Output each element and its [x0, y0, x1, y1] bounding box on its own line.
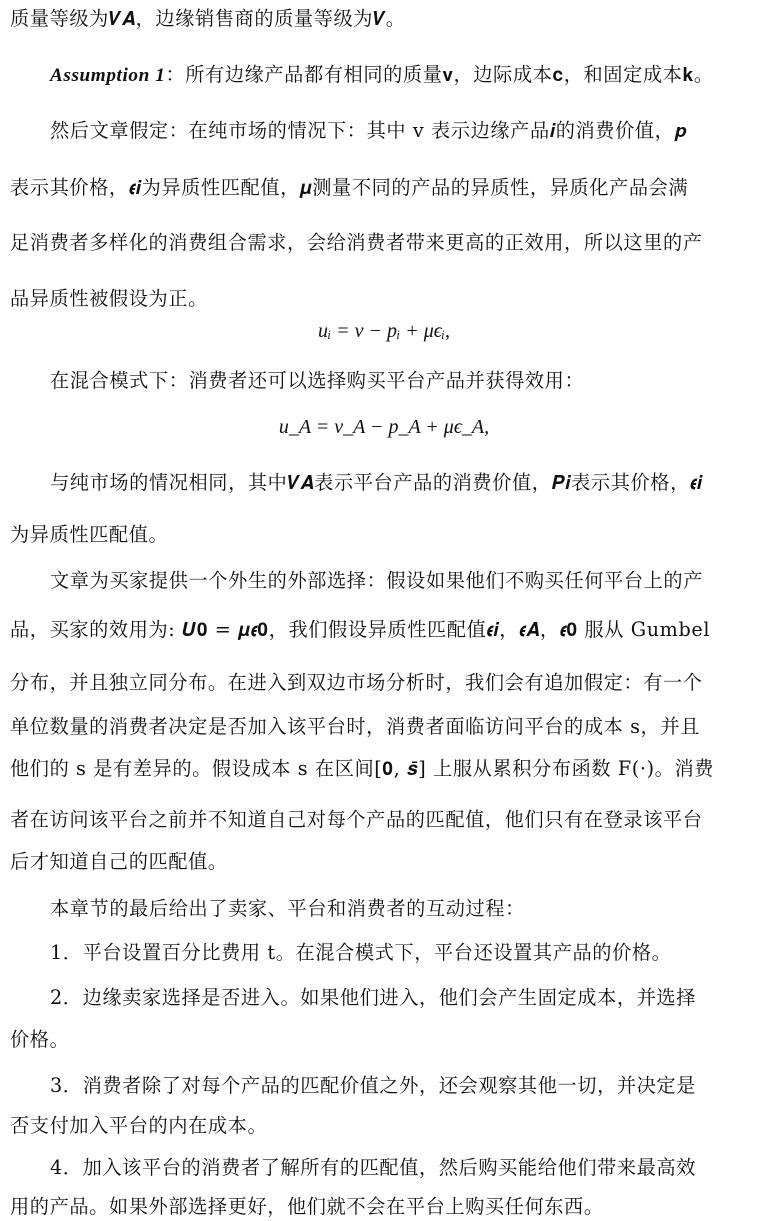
text-line: 在混合模式下：消费者还可以选择购买平台产品并获得效用：: [50, 369, 585, 392]
equation-1: uᵢ = v − pᵢ + μϵᵢ,: [318, 320, 450, 342]
list-item: 2．边缘卖家选择是否进入。如果他们进入，他们会产生固定成本，并选择: [50, 986, 697, 1009]
text-line: 与纯市场的情况相同，其中𝑽𝑨表示平台产品的消费价值，𝑷𝒊表示其价格，𝝐𝒊: [50, 471, 703, 494]
list-item: 4．加入该平台的消费者了解所有的匹配值，然后购买能给他们带来最高效: [50, 1156, 697, 1179]
text-line: 品异质性被假设为正。: [10, 287, 208, 310]
text-line: 品，买家的效用为: 𝑼𝟎 = 𝝁𝝐𝟎，我们假设异质性匹配值𝝐𝒊，𝝐𝑨，𝝐𝟎 服从 Gumbel: [10, 618, 711, 641]
assumption-label: Assumption 1: [50, 65, 166, 86]
text-line: 为异质性匹配值。: [10, 523, 169, 546]
text-line: 后才知道自己的匹配值。: [10, 850, 228, 873]
text-line: 分布，并且独立同分布。在进入到双边市场分析时，我们会有追加假定：有一个: [10, 671, 703, 694]
assumption-line: [50, 62, 758, 89]
assumption-text: ：所有边缘产品都有相同的质量𝐯，边际成本𝐜，和固定成本𝐤。: [165, 63, 714, 86]
list-item: 3．消费者除了对每个产品的匹配价值之外，还会观察其他一切，并决定是: [50, 1074, 697, 1097]
text-line: 者在访问该平台之前并不知道自己对每个产品的匹配值，他们只有在登录该平台: [10, 808, 703, 831]
equation-2: u_A = v_A − p_A + μϵ_A,: [278, 416, 490, 438]
list-item: 1．平台设置百分比费用 t。在混合模式下，平台还设置其产品的价格。: [50, 941, 672, 964]
text-line: 他们的 s 是有差异的。假设成本 s 在区间[𝟎, 𝒔̄] 上服从累积分布函数 F(·)。消费: [10, 757, 715, 780]
text-line: 价格。: [10, 1028, 70, 1051]
text-line: 足消费者多样化的消费组合需求，会给消费者带来更高的正效用，所以这里的产: [10, 231, 703, 254]
text-line: 表示其价格，𝝐𝒊为异质性匹配值，𝝁测量不同的产品的异质性，异质化产品会满: [10, 176, 689, 199]
text-line: 然后文章假定：在纯市场的情况下：其中 v 表示边缘产品𝒊的消费价值，𝒑: [50, 119, 687, 142]
text-line: 文章为买家提供一个外生的外部选择：假设如果他们不购买任何平台上的产: [50, 569, 703, 592]
text-line: 质量等级为𝑽𝑨，边缘销售商的质量等级为𝑽。: [10, 7, 406, 30]
text-line: 单位数量的消费者决定是否加入该平台时，消费者面临访问平台的成本 s，并且: [10, 715, 700, 738]
text-line: 用的产品。如果外部选择更好，他们就不会在平台上购买任何东西。: [10, 1195, 604, 1218]
text-line: 本章节的最后给出了卖家、平台和消费者的互动过程：: [50, 897, 525, 920]
text-line: 否支付加入平台的内在成本。: [10, 1114, 268, 1137]
